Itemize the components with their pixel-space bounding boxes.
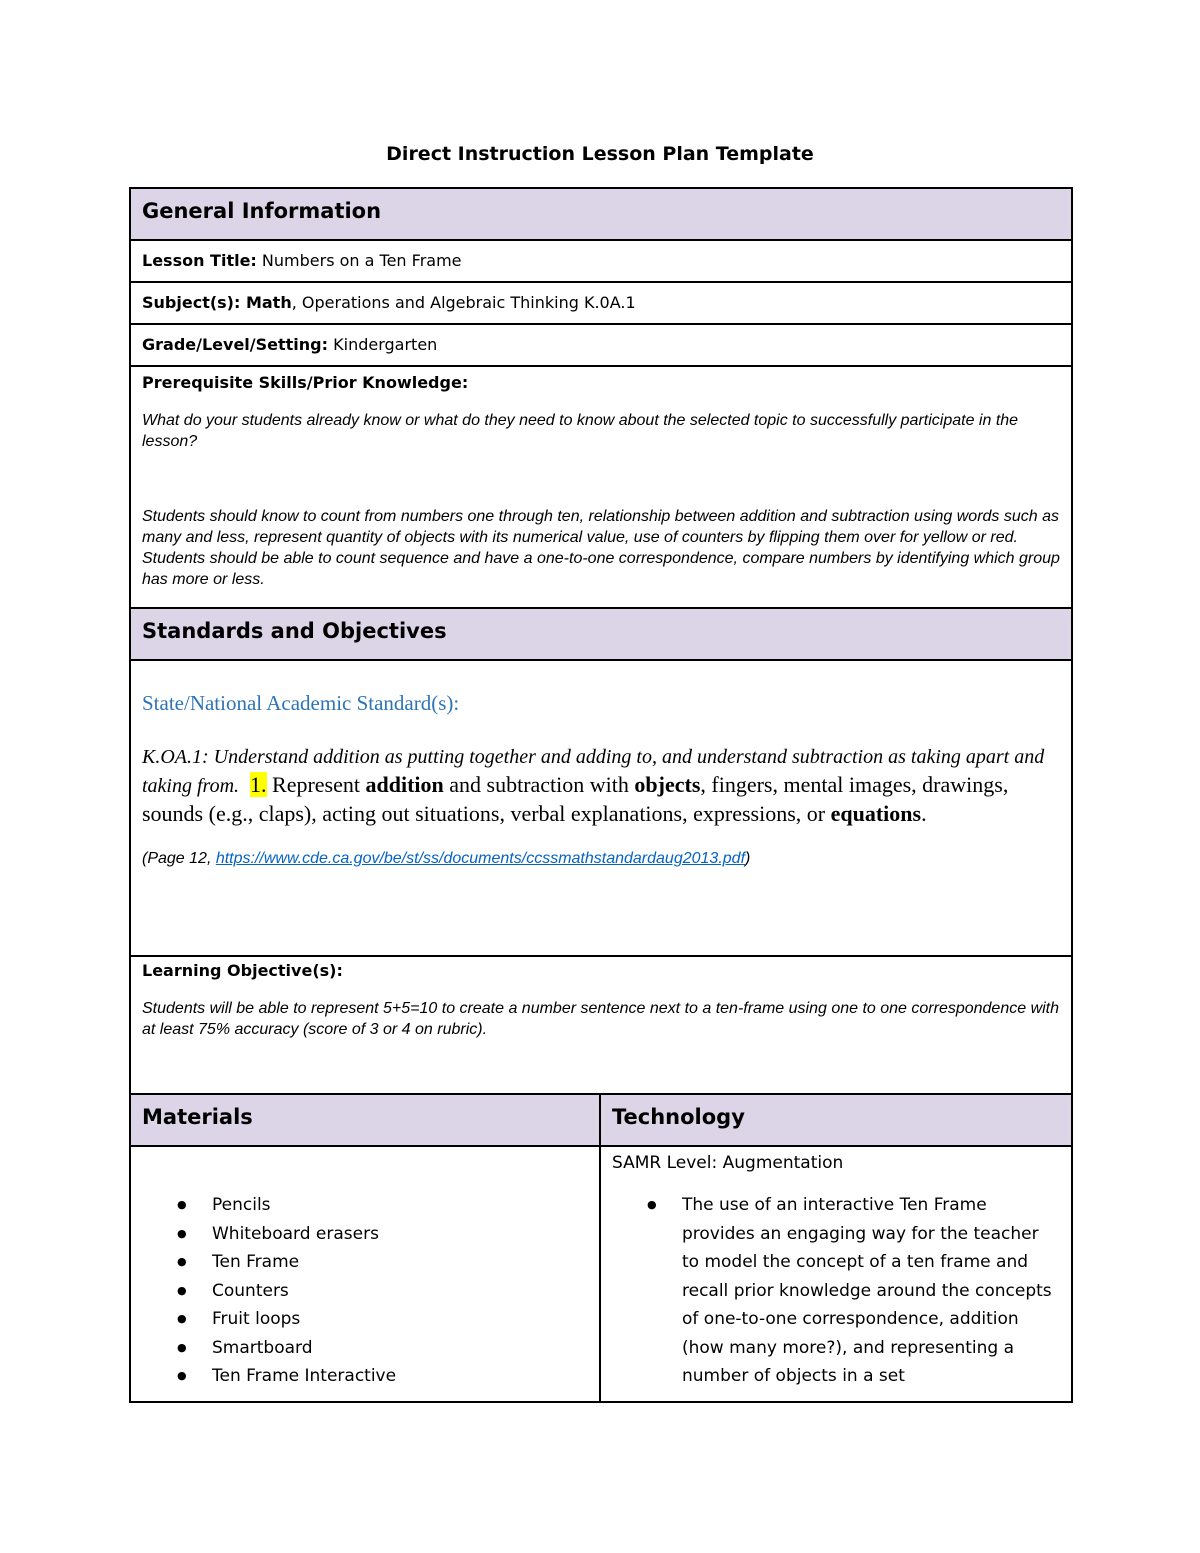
lesson-plan-table [129,187,1073,1403]
standard-bold-term: addition [365,772,444,797]
standard-bold-term: equations [830,801,922,826]
general-information-header [130,188,1072,240]
prereq-prompt: What do your students already know or what do they need to know about the selected topic to successfully participate in the lesson? [142,412,1019,450]
list-item: ● The use of an interactive Ten Frame provides an engaging way for the teacher to model the concept of a ten frame and recall prior knowledge around the concepts of one-to-one correspondence, addition (how many more?), and representing a number of objects in a set [682,1191,1060,1391]
standard-fragment: . [921,801,927,826]
list-item: ● Counters [212,1277,588,1306]
standard-text [142,742,1060,828]
page-reference [142,850,1060,868]
standard-bold-term: objects [634,772,701,797]
standard-fragment: , fingers, mental images, drawings, sounds (e.g., claps), acting out situations, verbal explanations, expressions, or [142,772,1009,826]
list-item: ● Whiteboard erasers [212,1220,588,1249]
highlighted-number: 1. [250,772,267,797]
field-label: Grade/Level/Setting: [142,335,329,354]
technology-header [600,1094,1072,1146]
list-item: ● Fruit loops [212,1305,588,1334]
section-heading: Technology [612,1105,745,1129]
grade-row [130,324,1072,366]
standards-objectives-header [130,608,1072,660]
list-item: ● Pencils [212,1191,588,1220]
field-label: Prerequisite Skills/Prior Knowledge: [142,373,469,392]
lesson-title-row [130,240,1072,282]
page-ref-prefix: (Page 12, [142,850,216,867]
academic-standards-row [130,660,1072,956]
field-label: Subject(s): Math [142,293,292,312]
objective-text: Students will be able to represent 5+5=10 to create a number sentence next to a ten-frame using one to one correspondence with at least 75% accuracy (score of 3 or 4 on rubric). [142,1000,1060,1038]
page-ref-suffix: ) [745,850,751,867]
field-value: Numbers on a Ten Frame [261,251,462,270]
list-item: ● Ten Frame Interactive [212,1362,588,1391]
subjects-row [130,282,1072,324]
samr-level: SAMR Level: Augmentation [612,1153,844,1173]
section-heading: Standards and Objectives [142,619,447,643]
section-heading: Materials [142,1105,253,1129]
materials-cell [130,1146,600,1402]
list-item: ● Ten Frame [212,1248,588,1277]
technology-cell [600,1146,1072,1402]
materials-list [142,1191,588,1391]
prerequisite-skills-row [130,366,1072,608]
standard-fragment: Represent [266,772,366,797]
document-title: Direct Instruction Lesson Plan Template [386,143,814,165]
section-heading: General Information [142,199,382,223]
field-label: Learning Objective(s): [142,961,343,980]
prereq-answer: Students should know to count from numbers one through ten, relationship between addition and subtraction using words such as many and less, represent quantity of objects with its numerical value, use of counters by flipping them over for yellow or red. Students should be able to count sequence and have a one-to-one correspondence, compare numbers by identifying which group has more or less. [142,508,1060,588]
field-label: Lesson Title: [142,251,257,270]
list-item: ● Smartboard [212,1334,588,1363]
field-value: Kindergarten [333,335,438,354]
field-value: , Operations and Algebraic Thinking K.0A.1 [291,293,636,312]
technology-list [612,1191,1060,1391]
academic-standards-heading: State/National Academic Standard(s): [142,691,460,715]
standard-fragment: and subtraction with [443,772,635,797]
standards-pdf-link[interactable]: https://www.cde.ca.gov/be/st/ss/documents/ccssmathstandardaug2013.pdf [215,850,746,867]
materials-header [130,1094,600,1146]
learning-objective-row [130,956,1072,1094]
standard-code: K.OA.1: Understand addition as putting together and adding to, and understand subtraction as taking apart and taking from. [142,746,1045,797]
